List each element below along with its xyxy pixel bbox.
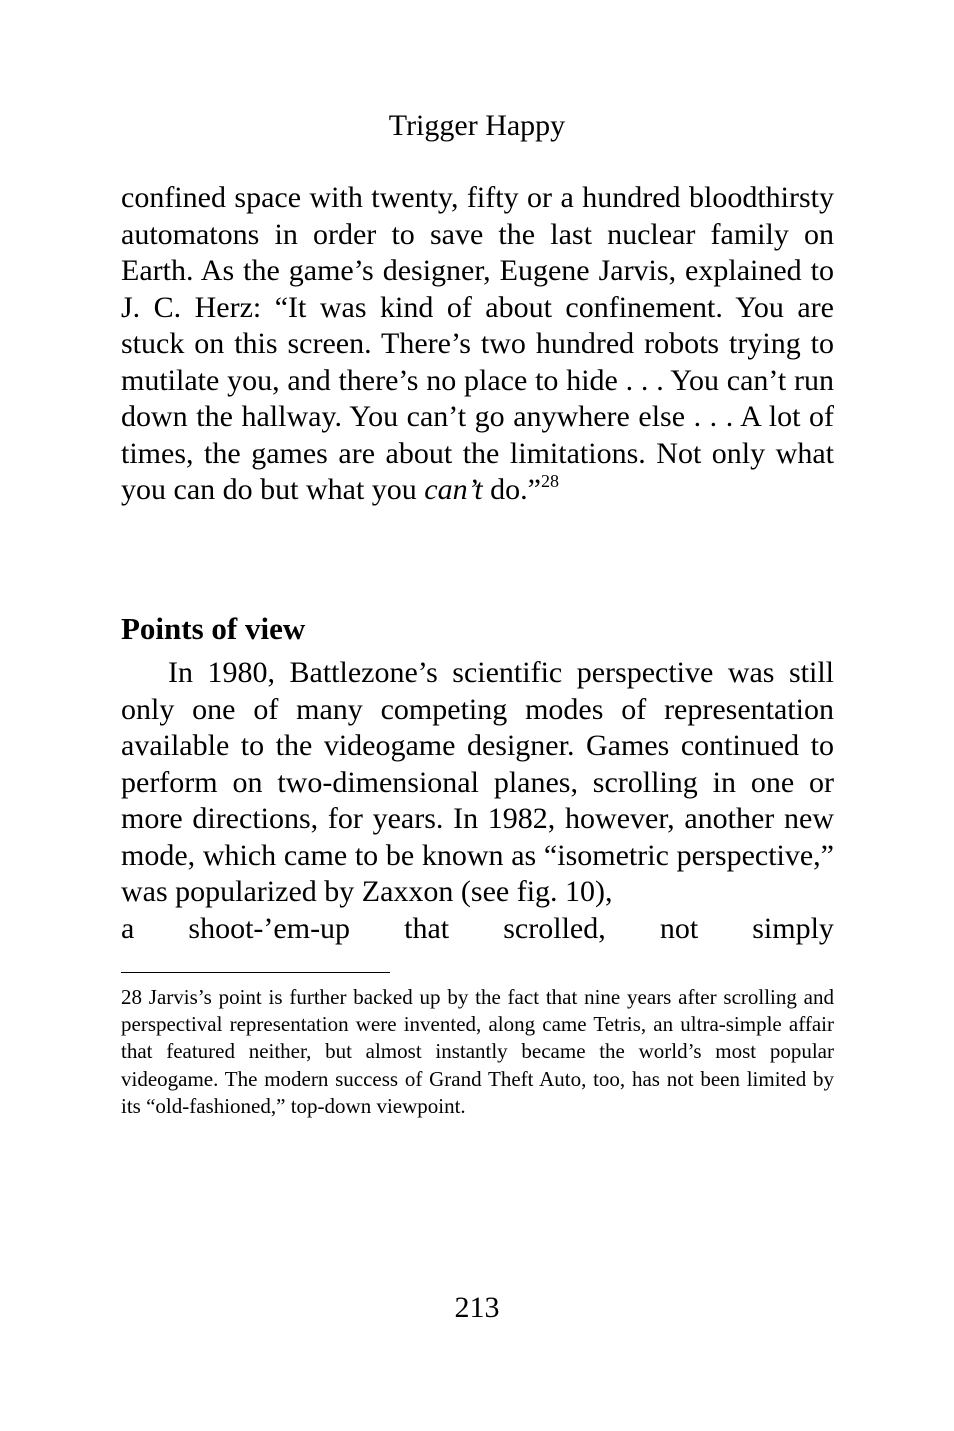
paragraph-last-line (121, 911, 834, 948)
word: shoot-’em-up (188, 911, 351, 945)
footnote-separator (121, 972, 390, 973)
page-number: 213 (454, 1291, 500, 1324)
footnote-number: 28 (121, 985, 142, 1009)
footnote (121, 984, 834, 1120)
running-head: Trigger Happy (388, 109, 566, 142)
paragraph-text: confined space with twenty, fifty or a hundred bloodthirsty automatons in order to save the last nuclear family on Earth. As the game’s designer, Eugene Jarvis, explained to J. C. Herz: “It was kind of about confinement. You are stuck on this screen. There’s two hundred robots trying to mutilate you, and there’s no place to hide . . . You can’t run down the hallway. You can’t go anywhere else . . . A lot of times, the games are about the limitations. Not only what you can do but what you (121, 181, 834, 506)
word: a (121, 911, 135, 945)
word: scrolled, (503, 911, 606, 945)
word: that (404, 911, 450, 945)
paragraph-text: In 1980, Battlezone’s scientific perspective was still only one of many competing modes of representation available to the videogame designer. Games continued to perform on two-dimensional planes, scrolling in one or more directions, for years. In 1982, however, another new mode, which came to be known as “isometric perspective,” was popularized by Zaxxon (see fig. 10), (121, 656, 834, 908)
paragraph-text-end: do.” (482, 473, 541, 506)
body-paragraph (121, 180, 834, 509)
word: simply (752, 911, 834, 945)
footnote-text: Jarvis’s point is further backed up by the fact that nine years after scrolling and perspectival representation were invented, along came Tetris, an ultra-simple affair that featured neither, but almost instantly became the world’s most popular videogame. The modern success of Grand Theft Auto, too, has not been limited by its “old-fashioned,” top-down viewpoint. (121, 985, 835, 1118)
body-paragraph (121, 655, 834, 947)
italic-emphasis: can’t (424, 473, 483, 506)
footnote-reference[interactable]: 28 (540, 471, 559, 491)
word: not (659, 911, 699, 945)
section-heading: Points of view (121, 611, 306, 646)
